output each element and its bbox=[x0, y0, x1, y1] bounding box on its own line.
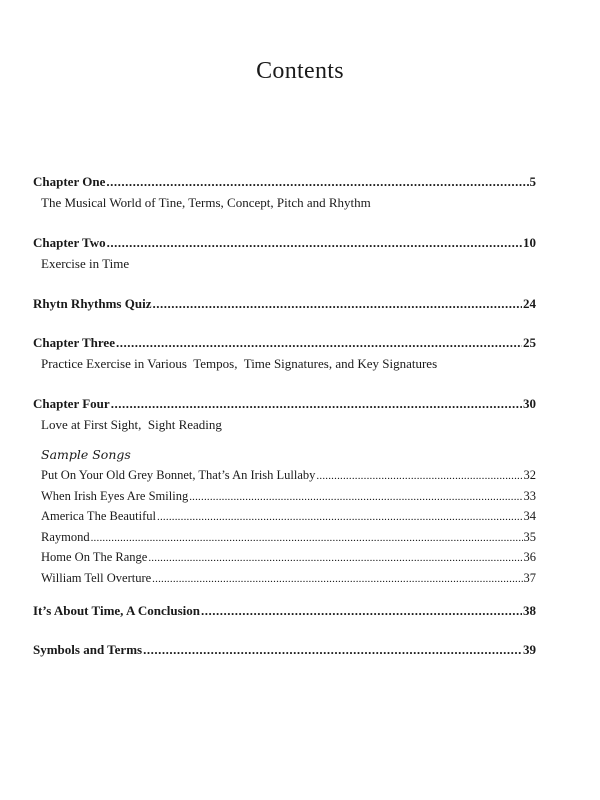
song-page-number: 36 bbox=[523, 550, 536, 564]
song-page-number: 37 bbox=[523, 570, 536, 585]
dot-leader bbox=[111, 394, 522, 414]
dot-leader bbox=[107, 233, 522, 253]
song-entry bbox=[33, 506, 536, 527]
song-title: Raymond bbox=[41, 529, 90, 544]
toc-page-number: 39 bbox=[523, 642, 536, 657]
chapter-two-subtitle: Exercise in Time bbox=[41, 256, 130, 271]
chapter-one-subtitle: The Musical World of Tine, Terms, Concept, Pitch and Rhythm bbox=[41, 195, 371, 210]
dot-leader bbox=[201, 601, 522, 621]
song-entry bbox=[33, 486, 536, 507]
dot-leader bbox=[148, 548, 522, 569]
song-entry bbox=[33, 568, 536, 589]
toc-entry-conclusion bbox=[33, 601, 536, 621]
toc-entry-label: Rhytn Rhythms Quiz bbox=[33, 296, 152, 311]
song-title: Home On The Range bbox=[41, 550, 148, 564]
toc-entry-label: Chapter One bbox=[33, 174, 106, 189]
toc-entry-label: Symbols and Terms bbox=[33, 642, 143, 657]
toc-entry-symbols bbox=[33, 640, 536, 660]
song-entry bbox=[33, 547, 536, 568]
chapter-three-subtitle: Practice Exercise in Various Tempos, Time Signatures, and Key Signatures bbox=[41, 356, 438, 371]
dot-leader bbox=[116, 333, 522, 353]
page-title: Contents bbox=[256, 58, 344, 84]
dot-leader bbox=[157, 507, 522, 528]
toc-page-number: 24 bbox=[523, 296, 536, 311]
toc-entry-chapter-three bbox=[33, 333, 536, 353]
toc-entry-label: Chapter Four bbox=[33, 396, 110, 411]
song-title: Put On Your Old Grey Bonnet, That’s An Irish Lullaby bbox=[41, 468, 316, 482]
dot-leader bbox=[316, 466, 522, 487]
dot-leader bbox=[106, 172, 528, 192]
dot-leader bbox=[143, 640, 522, 660]
toc-entry-label: Chapter Two bbox=[33, 235, 106, 250]
song-title: William Tell Overture bbox=[41, 570, 152, 585]
song-title: America The Beautiful bbox=[41, 509, 157, 523]
toc-page-number: 10 bbox=[523, 235, 536, 250]
toc-page-number: 38 bbox=[523, 603, 536, 618]
song-page-number: 32 bbox=[523, 468, 536, 482]
toc-entry-chapter-one bbox=[33, 172, 536, 192]
toc-entry-chapter-two bbox=[33, 233, 536, 253]
toc-entry-label: Chapter Three bbox=[33, 335, 115, 350]
toc-entry-label: It’s About Time, A Conclusion bbox=[33, 603, 201, 618]
toc-page-number: 30 bbox=[523, 396, 536, 411]
toc-entry-quiz bbox=[33, 294, 536, 314]
chapter-four-subtitle: Love at First Sight, Sight Reading bbox=[41, 417, 222, 432]
song-entry bbox=[33, 527, 536, 548]
song-title: When Irish Eyes Are Smiling bbox=[41, 488, 189, 503]
sample-songs-list bbox=[33, 465, 536, 588]
dot-leader bbox=[152, 569, 522, 590]
song-entry bbox=[33, 465, 536, 486]
toc-page-number: 5 bbox=[529, 174, 536, 189]
dot-leader bbox=[91, 528, 523, 549]
song-page-number: 35 bbox=[523, 529, 536, 544]
table-of-contents bbox=[33, 172, 536, 660]
toc-page-number: 25 bbox=[523, 335, 536, 350]
song-page-number: 34 bbox=[523, 509, 536, 523]
song-page-number: 33 bbox=[523, 488, 536, 503]
sample-songs-heading: Sample Songs bbox=[41, 447, 131, 462]
toc-entry-chapter-four bbox=[33, 394, 536, 414]
dot-leader bbox=[152, 294, 522, 314]
dot-leader bbox=[189, 487, 522, 508]
